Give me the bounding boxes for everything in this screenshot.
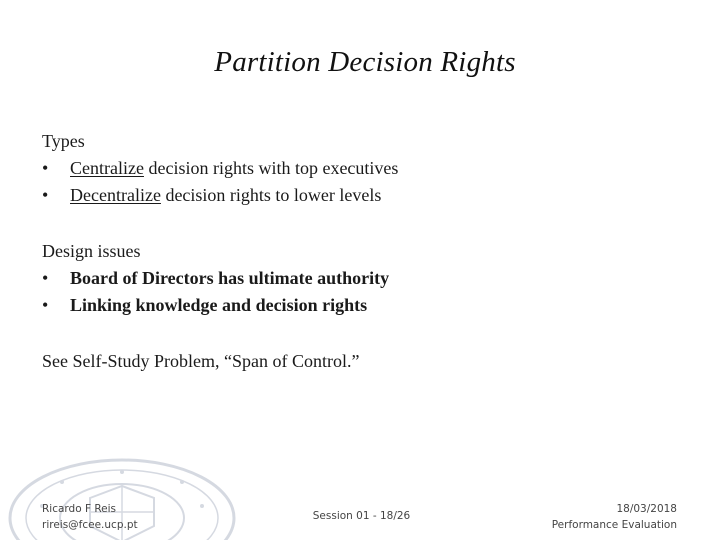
bullet-item-board (42, 265, 389, 292)
centralize-term: Centralize (70, 158, 144, 178)
slide-title: Partition Decision Rights (214, 46, 516, 78)
types-section (42, 128, 398, 209)
session-page-number: Session 01 - 18/26 (312, 510, 411, 522)
bullet-text: decision rights with top executives (143, 158, 399, 178)
bullet-marker: • (42, 268, 49, 288)
bullet-text: decision rights to lower levels (160, 185, 382, 205)
see-also-note: See Self-Study Problem, “Span of Control.” (42, 351, 360, 371)
design-issues-heading: Design issues (42, 241, 141, 261)
bullet-text: Board of Directors has ultimate authority (70, 268, 390, 288)
bullet-marker: • (42, 158, 49, 178)
bullet-text: Linking knowledge and decision rights (70, 295, 368, 315)
design-issues-section (42, 238, 389, 319)
bullet-item-decentralize (42, 182, 398, 209)
footer-author: Ricardo F Reis (42, 503, 117, 515)
bullet-item-linking (42, 292, 389, 319)
footer-date-block (552, 501, 677, 533)
footer-course: Performance Evaluation (551, 519, 677, 531)
bullet-marker: • (42, 185, 49, 205)
types-heading: Types (42, 131, 85, 151)
bullet-item-centralize (42, 155, 398, 182)
footer-email: rireis@fcee.ucp.pt (42, 519, 138, 531)
footer-date: 18/03/2018 (616, 503, 677, 515)
decentralize-term: Decentralize (70, 185, 161, 205)
bullet-marker: • (42, 295, 49, 315)
